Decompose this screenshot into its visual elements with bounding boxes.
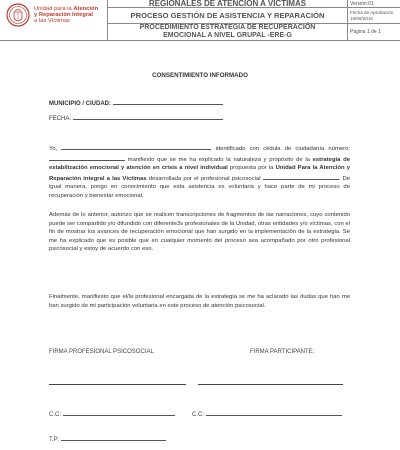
cc-professional-label: C.C: xyxy=(49,412,61,418)
tp-label: T.P: xyxy=(49,437,60,443)
signature-participant-line[interactable] xyxy=(198,384,343,385)
logo-text-line3: a las Víctimas xyxy=(34,18,71,24)
signature-professional-label: FIRMA PROFESIONAL PSICOSOCIAL xyxy=(49,349,154,355)
logo-cell xyxy=(0,0,108,40)
fecha-field xyxy=(49,113,223,122)
identificado-text: identificado con cédula de ciudadanía xyxy=(215,146,325,152)
paragraph-final: Finalmente, manifiesto que el/la profesional encargada de la estrategia se me ha aclarado las dudas que han me han surgido de mi participación voluntaria en este proceso de atención psicosocial. xyxy=(49,294,350,309)
logo-text-line2: y Reparación Integral xyxy=(34,12,93,18)
tp-field xyxy=(49,434,166,443)
document-header xyxy=(0,0,400,41)
region-title: REGIONALES DE ATENCIÓN A VÍCTIMAS xyxy=(108,0,348,8)
cc-participant-field xyxy=(192,409,342,418)
cc-professional-field xyxy=(49,409,175,418)
numero-label: número: xyxy=(328,146,351,152)
paragraph-consent xyxy=(49,143,350,201)
municipio-input-line[interactable] xyxy=(113,98,223,105)
approval-date-value: 19/08/2015 xyxy=(350,15,373,21)
cc-participant-input-line[interactable] xyxy=(206,409,342,416)
procedure-line2: EMOCIONAL A NIVEL GRUPAL -ERE-G xyxy=(163,32,292,39)
municipio-label: MUNICIPIO / CIUDAD: xyxy=(49,101,111,107)
procedure-title xyxy=(108,24,348,40)
desarrollada-text: desarrollada por el profesional psicosocial xyxy=(146,175,263,182)
cc-participant-label: C.C: xyxy=(192,412,204,418)
tp-input-line[interactable] xyxy=(61,434,166,441)
id-number-input-line[interactable] xyxy=(49,154,125,161)
logo-text-line1a: Unidad para la xyxy=(34,6,74,12)
unidad-text: Unidad Para la Atención y Reparación integral a las Víctimas xyxy=(49,165,350,182)
document-title: CONSENTIMIENTO INFORMADO xyxy=(152,72,248,79)
manifiesto-text: manifiesto que se me ha explicado la naturaleza y propósito de la xyxy=(125,156,313,163)
fecha-label: FECHA: xyxy=(49,116,72,122)
logo-text-line1b: Atención xyxy=(73,6,99,12)
igual-text: . De igual manera, pongo en conocimiento que esta asistencia es voluntaria y hace parte de mi proceso de recuperación y bienestar emocional. xyxy=(49,175,350,199)
page-number: Página 1 de 1 xyxy=(350,29,381,35)
estrategia-text: estrategia de estabilización emocional y atención en crisis a nivel individual xyxy=(49,156,350,172)
municipio-field xyxy=(49,98,223,107)
paragraph-authorization: Además de lo anterior, autorizo que se realicen transcripciones de fragmentos de las narraciones, cuyo contenido puede ser compartido y/o difundido con diferente3s profesionales de la Unidad, otras entidades y/o víctimas, con el fin de mostrar los avances de recuperación emocional que han surgido en la implementación de la estrategia. Se me ha explicado que es posible que en cualquier momento del proceso sea acompañado por otro profesional psicosocial y estoy de acuerdo con eso. xyxy=(49,212,350,253)
professional-input-line[interactable] xyxy=(263,173,339,180)
name-input-line[interactable] xyxy=(61,143,211,150)
process-title: PROCESO GESTIÓN DE ASISTENCIA Y REPARACIÓN xyxy=(108,8,348,24)
fecha-input-line[interactable] xyxy=(73,113,223,120)
approval-label: Fecha de Aprobación xyxy=(350,10,394,15)
signature-professional-line[interactable] xyxy=(49,384,186,385)
yo-label: Yo, xyxy=(49,146,58,152)
version-label: Versión:01 xyxy=(348,0,400,8)
coat-of-arms-logo xyxy=(6,3,30,27)
approval-date xyxy=(348,8,400,24)
signature-participant-label: FIRMA PARTICIPANTE: xyxy=(250,349,315,355)
logo-text xyxy=(34,3,98,24)
propuesta-text: propuesta por la xyxy=(227,165,276,172)
cc-professional-input-line[interactable] xyxy=(63,409,175,416)
procedure-line1: PROCEDIMIENTO ESTRATEGIA DE RECUPERACIÓN xyxy=(139,24,316,31)
